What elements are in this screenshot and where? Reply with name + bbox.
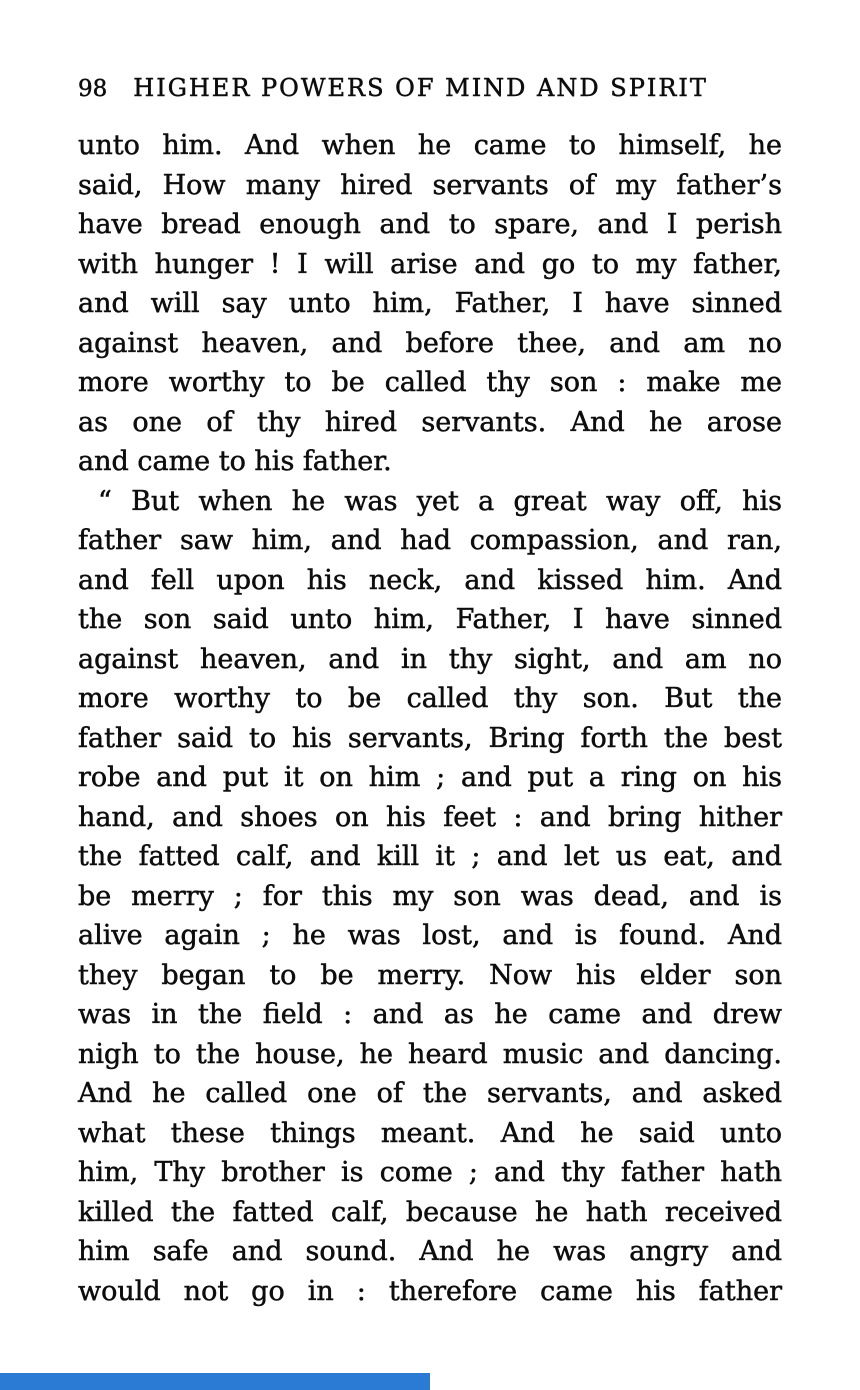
- text-line: more worthy to be called thy son : make me: [78, 367, 782, 398]
- text-line: alive again ; he was lost, and is found. And: [78, 920, 782, 951]
- text-line: and will say unto him, Father, I have sinned: [78, 288, 782, 319]
- text-line: father saw him, and had compassion, and ran,: [78, 525, 782, 556]
- text-line: would not go in : therefore came his father: [78, 1275, 782, 1307]
- text-line: the fatted calf, and kill it ; and let us eat, and: [78, 841, 782, 872]
- text-line: have bread enough and to spare, and I perish: [78, 209, 782, 240]
- text-line: father said to his servants, Bring forth the best: [78, 722, 782, 754]
- text-line: and came to his father.: [78, 446, 392, 477]
- page-number: 98: [78, 76, 108, 102]
- text-line: be merry ; for this my son was dead, and is: [78, 880, 782, 912]
- text-line: said, How many hired servants of my father’s: [78, 169, 782, 201]
- text-line: against heaven, and in thy sight, and am no: [78, 643, 782, 675]
- text-line: And he called one of the servants, and asked: [78, 1078, 782, 1109]
- text-line: him, Thy brother is come ; and thy father hath: [78, 1157, 782, 1188]
- text-line: was in the field : and as he came and drew: [78, 999, 782, 1030]
- chapter-title: HIGHER POWERS OF MIND AND SPIRIT: [133, 74, 708, 102]
- text-line: more worthy to be called thy son. But the: [78, 683, 782, 714]
- running-head: [78, 74, 782, 102]
- text-line: they began to be merry. Now his elder son: [78, 959, 782, 991]
- text-block: [78, 126, 782, 1311]
- text-line: with hunger ! I will arise and go to my father,: [78, 248, 782, 280]
- text-line: what these things meant. And he said unto: [78, 1117, 782, 1149]
- text-line: as one of thy hired servants. And he arose: [78, 406, 782, 438]
- text-line: him safe and sound. And he was angry and: [78, 1236, 782, 1267]
- progress-bar[interactable]: [0, 1373, 430, 1390]
- text-line: the son said unto him, Father, I have sinned: [78, 604, 782, 635]
- text-line: hand, and shoes on his feet : and bring hither: [78, 801, 782, 833]
- text-line: nigh to the house, he heard music and dancing.: [78, 1038, 782, 1070]
- text-line: unto him. And when he came to himself, he: [78, 130, 782, 161]
- text-line: and fell upon his neck, and kissed him. And: [78, 564, 782, 596]
- text-line: killed the fatted calf, because he hath received: [78, 1196, 782, 1228]
- text-line: robe and put it on him ; and put a ring on his: [78, 762, 782, 793]
- text-line: “ But when he was yet a great way off, his: [98, 485, 782, 517]
- text-line: against heaven, and before thee, and am no: [78, 327, 782, 359]
